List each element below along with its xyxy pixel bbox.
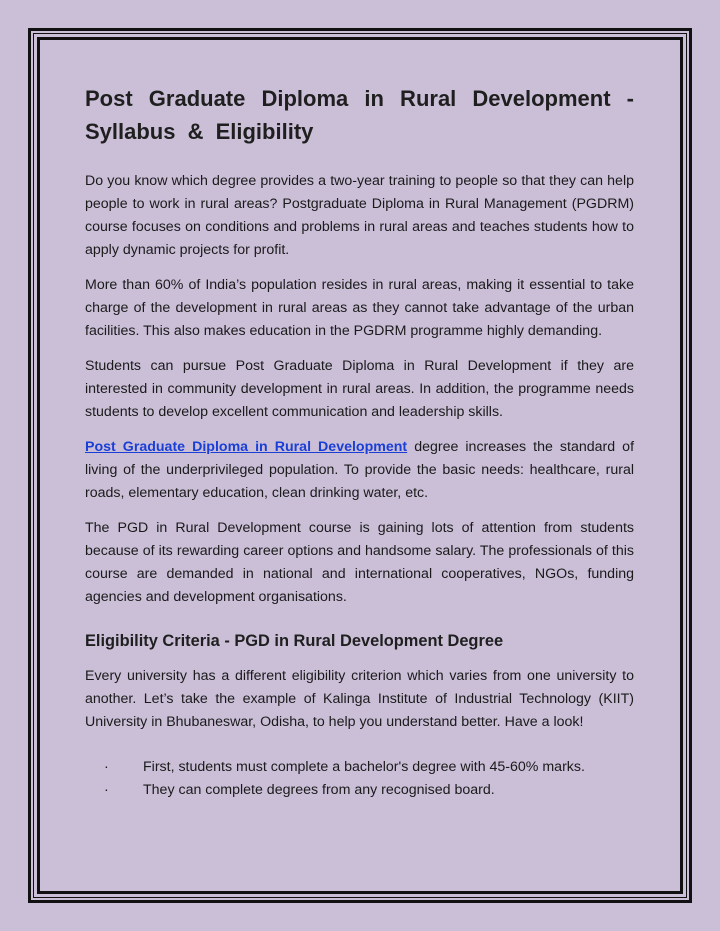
list-item-text: They can complete degrees from any recognised board. xyxy=(143,782,495,798)
bullet-icon: · xyxy=(104,782,109,798)
paragraph-intro: Do you know which degree provides a two-year training to people so that they can help people to work in rural areas? Postgraduate Diploma in Rural Management (PGDRM) course focuses on conditions and problems in rural areas and teaches students how to apply dynamic projects for profit. xyxy=(85,173,634,258)
page-title: Post Graduate Diploma in Rural Development - Syllabus & Eligibility xyxy=(85,86,634,144)
paragraph-link-text: degree increases the standard of living of the underprivileged population. To provide the basic needs: healthcare, rural roads, elementary education, clean drinking water, etc. xyxy=(85,439,635,501)
paragraph-eligibility: Every university has a different eligibility criterion which varies from one university to another. Let’s take the example of Kalinga Institute of Industrial Technology (KIIT) University in Bhubaneswar, Odisha, to help you understand better. Have a look! xyxy=(85,668,634,730)
paragraph-students: Students can pursue Post Graduate Diploma in Rural Development if they are interested in community development in rural areas. In addition, the programme needs students to develop excellent communication and leadership skills. xyxy=(85,358,634,420)
document-body xyxy=(85,82,634,802)
paragraph-population: More than 60% of India’s population resides in rural areas, making it essential to take charge of the development in rural areas as they cannot take advantage of the urban facilities. This also makes education in the PGDRM programme highly demanding. xyxy=(85,277,634,339)
list-item xyxy=(85,756,634,779)
paragraph-career: The PGD in Rural Development course is gaining lots of attention from students because of its rewarding career options and handsome salary. The professionals of this course are demanded in national and international cooperatives, NGOs, funding agencies and development organisations. xyxy=(85,520,634,605)
section-heading-eligibility: Eligibility Criteria - PGD in Rural Development Degree xyxy=(85,632,504,650)
bullet-icon: · xyxy=(104,759,109,775)
paragraph-link xyxy=(85,436,634,505)
pgd-rural-development-link[interactable]: Post Graduate Diploma in Rural Development xyxy=(85,439,408,455)
eligibility-list xyxy=(85,756,634,802)
list-item xyxy=(85,779,634,802)
list-item-text: First, students must complete a bachelor's degree with 45-60% marks. xyxy=(143,759,585,775)
